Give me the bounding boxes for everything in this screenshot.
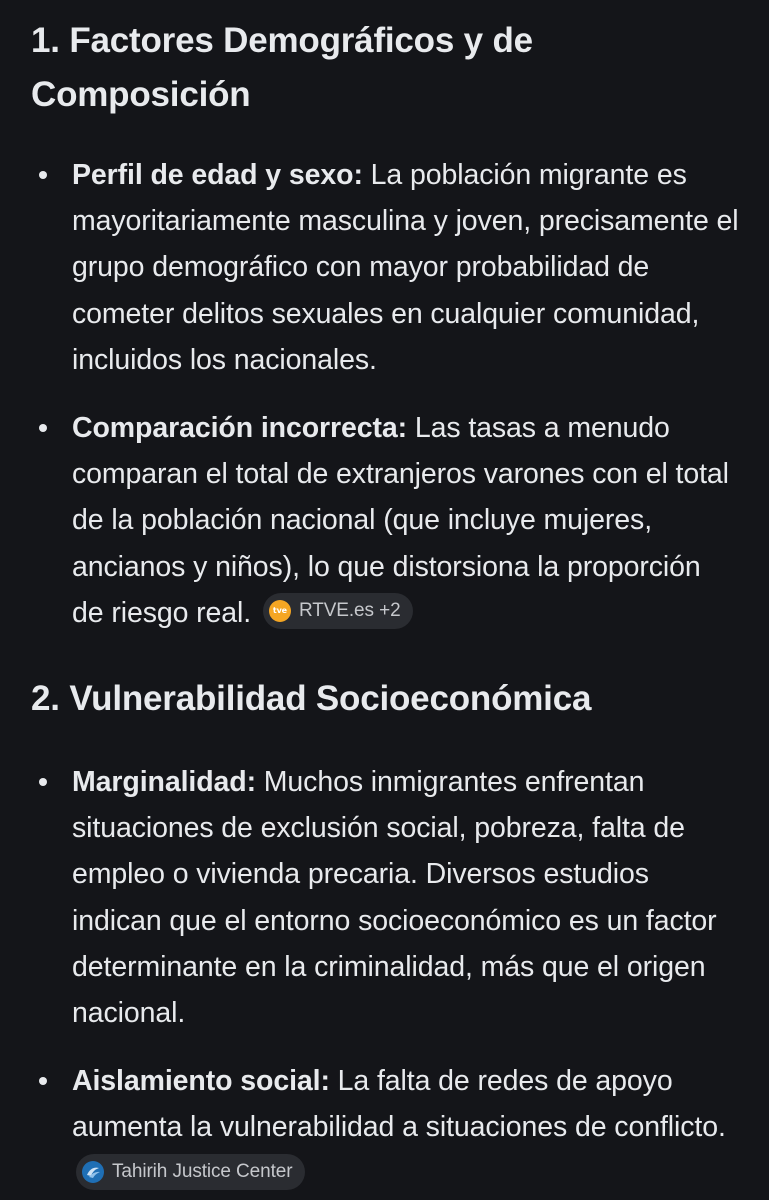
section-2-list [31, 759, 739, 1197]
source-chip-label: RTVE.es +2 [298, 600, 401, 622]
bullet-icon [39, 424, 47, 432]
item-text: La falta de redes de apoyo aumenta la vulnerabilidad a situaciones de conflicto. [72, 1065, 726, 1144]
section-heading-socioeconomic: 2. Vulnerabilidad Socioeconómica [31, 679, 592, 719]
rtve-logo-icon: tve [269, 600, 291, 622]
section-1-list [31, 152, 739, 636]
item-text: La población migrante es mayoritariamente masculina y joven, precisamente el grupo demográfico con mayor probabilidad de cometer delitos sexuales en cualquier comunidad, incluidos los nacionales. [72, 159, 739, 376]
item-term: Comparación incorrecta: [72, 412, 408, 445]
list-item-incorrect-comparison [31, 405, 739, 636]
item-term: Perfil de edad y sexo: [72, 159, 363, 191]
bullet-icon [39, 171, 47, 179]
bullet-icon [39, 778, 47, 786]
list-item-social-isolation [31, 1058, 739, 1197]
section-heading-demographic: 1. Factores Demográficos y de Composición [31, 21, 533, 114]
item-term: Aislamiento social: [72, 1065, 330, 1098]
source-chip-label: Tahirih Justice Center [112, 1161, 293, 1183]
list-item-marginality [31, 759, 739, 1036]
item-text: Muchos inmigrantes enfrentan situaciones de exclusión social, pobreza, falta de empleo o vivienda precaria. Diversos estudios indican que el entorno socioeconómico es un factor determinante en la criminalidad, más que el origen nacional. [72, 766, 717, 1030]
source-chip-tahirih[interactable] [76, 1154, 305, 1190]
source-chip-rtve[interactable] [263, 593, 413, 629]
tahirih-logo-icon [82, 1161, 104, 1183]
item-text: Las tasas a menudo comparan el total de extranjeros varones con el total de la población nacional (que incluye mujeres, ancianos y niños), lo que distorsiona la proporción de riesgo real. [72, 412, 729, 629]
item-term: Marginalidad: [72, 766, 256, 799]
bullet-icon [39, 1077, 47, 1085]
list-item-age-sex-profile [31, 152, 739, 383]
